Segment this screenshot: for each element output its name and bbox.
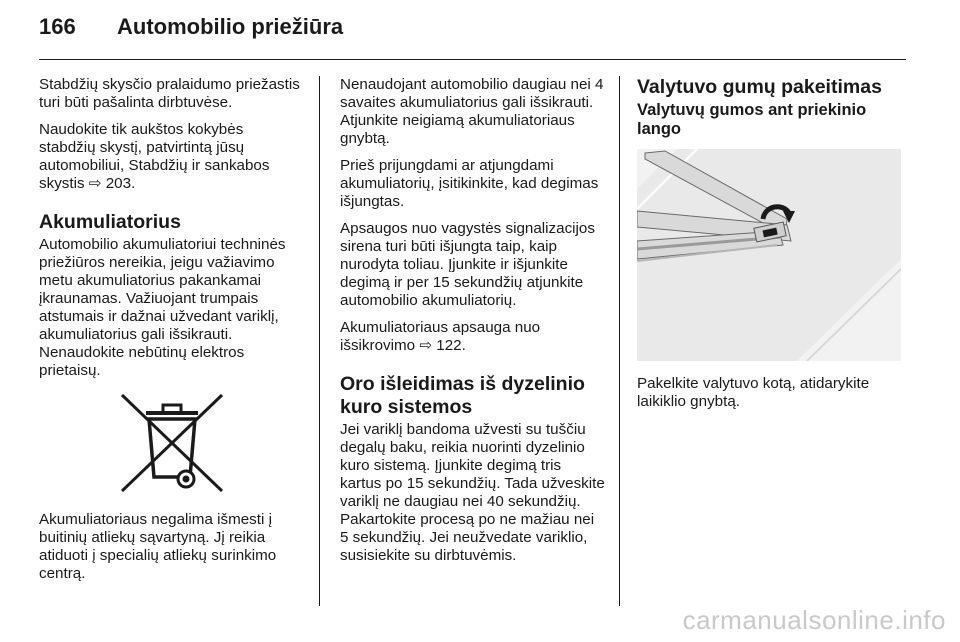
column-3 bbox=[637, 76, 905, 420]
column-2 bbox=[340, 76, 605, 574]
ignition-off-paragraph: Prieš prijungdami ar atjungdami akumuliatorių, įsitikinkite, kad degimas išjungtas. bbox=[340, 157, 599, 210]
watermark: carmanualsonline.info bbox=[682, 605, 946, 635]
column-1 bbox=[39, 76, 304, 592]
diesel-bleeding-paragraph: Jei variklį bandoma užvesti su tuščiu degalų baku, reikia nuorinti dyzelinio kuro sistemą. Įjunkite degimą tris kartus po 15 sekundžių. Tada užveskite variklį ne daugiau nei 40 sekundžių. Pakartokite procesą po ne mažiau nei 5 sekundžių. Jei neužvedate variklio, susisiekite su dirbtuvėmis. bbox=[340, 421, 605, 564]
battery-protection-paragraph: Akumuliatoriaus apsauga nuo išsikrovimo ⇨ 122. bbox=[340, 319, 541, 354]
page-header bbox=[39, 14, 343, 54]
column-divider-2 bbox=[619, 76, 620, 606]
battery-disposal-paragraph: Akumuliatoriaus negalima išmesti į buitinių atliekų sąvartyną. Jį reikia atiduoti į specialių atliekų surinkimo centrą. bbox=[39, 511, 277, 582]
header-rule bbox=[39, 59, 906, 60]
section-title-wiper-replacement: Valytuvo gumų pakeitimas bbox=[637, 76, 882, 98]
brake-fluid-quality-paragraph: Naudokite tik aukštos kokybės stabdžių skystį, patvirtintą jūsų automobiliui, Stabdžių ir sankabos skystis ⇨ 203. bbox=[39, 121, 270, 192]
alarm-siren-paragraph: Apsaugos nuo vagystės signalizacijos sirena turi būti išjungta taip, kaip nurodyta toliau. Įjunkite ir išjunkite degimą ir per 15 sekundžių atjunkite automobilio akumuliatorių. bbox=[340, 220, 595, 309]
page-number: 166 bbox=[39, 14, 76, 39]
crossed-out-bin-icon bbox=[116, 389, 228, 497]
brake-fluid-leak-paragraph: Stabdžių skysčio pralaidumo priežastis turi būti pašalinta dirbtuvėse. bbox=[39, 76, 300, 111]
page-title: Automobilio priežiūra bbox=[117, 14, 344, 39]
wiper-blade-illustration bbox=[637, 149, 901, 361]
subsection-title-front-wiper: Valytuvų gumos ant priekinio lango bbox=[637, 101, 867, 138]
section-title-diesel-bleeding: Oro išleidimas iš dyzelinio kuro sistemos bbox=[340, 373, 585, 418]
section-title-battery: Akumuliatorius bbox=[39, 211, 181, 233]
column-divider-1 bbox=[319, 76, 320, 606]
wiper-instruction-caption: Pakelkite valytuvo kotą, atidarykite laikiklio gnybtą. bbox=[637, 375, 870, 410]
battery-maintenance-paragraph: Automobilio akumuliatoriui techninės priežiūros nereikia, jeigu važiavimo metu akumuliatorius pakankamai įkraunamas. Važiuojant trumpais atstumais ir dažnai užvedant variklį, akumuliatorius gali išsikrauti. Nenaudokite nebūtinų elektros prietaisų. bbox=[39, 236, 286, 379]
battery-disconnect-paragraph: Nenaudojant automobilio daugiau nei 4 savaites akumuliatorius gali išsikrauti. Atjunkite neigiamą akumuliatoriaus gnybtą. bbox=[340, 76, 604, 147]
